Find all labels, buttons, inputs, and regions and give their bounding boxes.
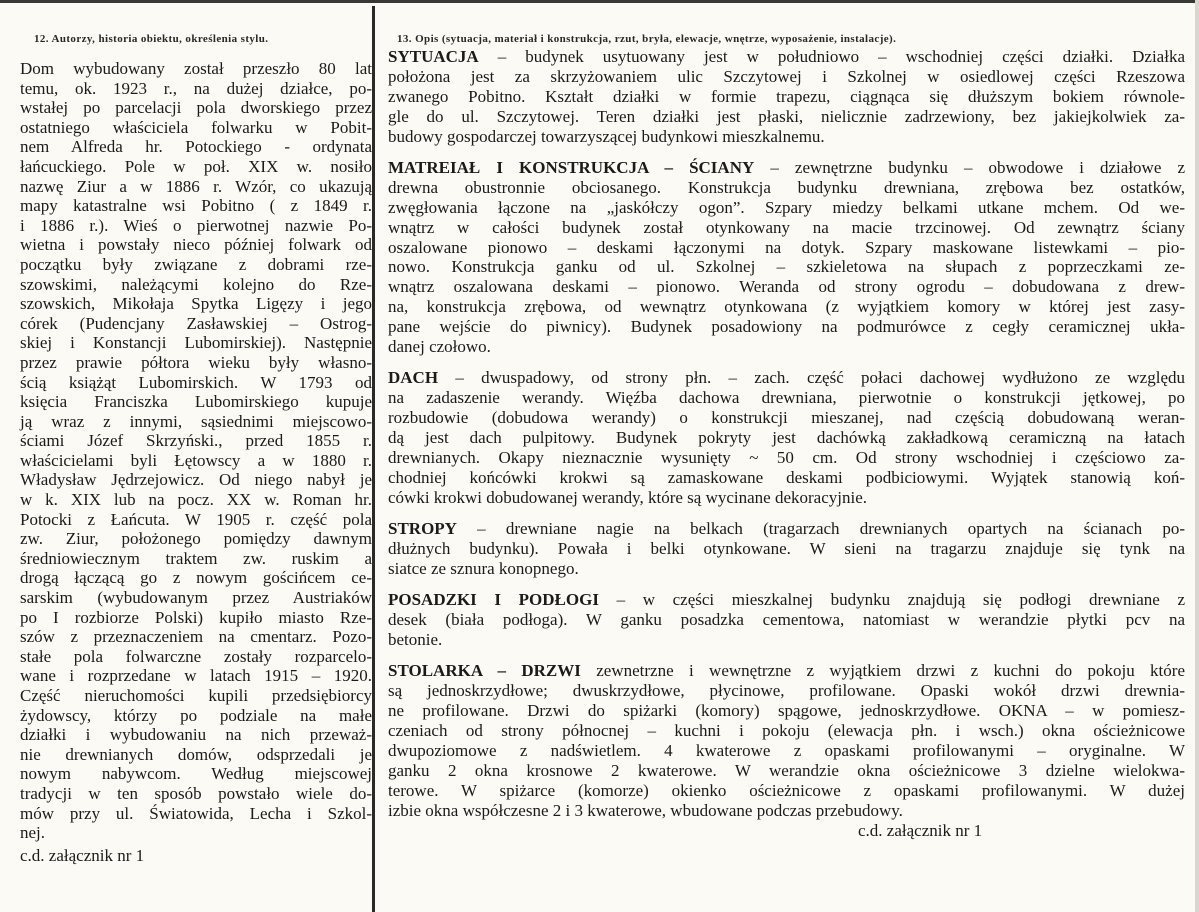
history-text-line: żydowscy, którzy po podziale na małe <box>20 705 372 725</box>
history-text-line: stałe pola folwarczne zostały rozparcelo- <box>20 646 372 666</box>
history-text-line: Władysław Jędrzejowicz. Od niego nabył je <box>20 470 372 490</box>
history-column <box>20 59 372 865</box>
description-paragraph <box>388 158 1185 357</box>
history-text-line: wietna i powstały nieco później folwark od <box>20 235 372 255</box>
history-text-line: przez prawie półtora wieku były własno- <box>20 352 372 372</box>
history-text-line: średniowiecznym traktem zw. ruskim a <box>20 548 372 568</box>
description-text-line: drewnianych. Okapy nieznacznie wysunięty ~ 50 cm. Od strony wschodniej i częściowo za- <box>388 447 1185 467</box>
history-text-line: szów z przeznaczeniem na cmentarz. Pozo- <box>20 627 372 647</box>
history-text-line: drogą łączącą go z nowym gościńcem ce- <box>20 568 372 588</box>
history-text-line: tradycji w ten sposób powstało wiele do- <box>20 783 372 803</box>
description-text-line: zwęgłowania łączone na „jaskółczy ogon”. Szpary miedzy belkami utkane mchem. Od we- <box>388 197 1185 217</box>
history-text-line: ją wraz z innymi, sąsiednimi miejscowo- <box>20 411 372 431</box>
description-text-line: na, konstrukcja zrębowa, od wewnątrz otynkowana (z wyjątkiem komory w której jest zasy- <box>388 297 1185 317</box>
history-text-line: w k. XIX lub na pocz. XX w. Roman hr. <box>20 490 372 510</box>
description-text-line <box>388 368 1185 388</box>
description-text-line: budowy gospodarczej towarzyszącej budynkowi mieszkalnemu. <box>388 126 825 146</box>
description-text-line: danej czołowo. <box>388 336 491 356</box>
description-text-line <box>388 47 1185 67</box>
description-text-line <box>388 519 1185 539</box>
paragraph-text: – zewnętrzne budynku – obwodowe i działowe z <box>754 157 1185 177</box>
description-text-line: nowo. Konstrukcja ganku od ul. Szkolnej – szkieletowa na słupach z poprzeczkami ze- <box>388 257 1185 277</box>
history-text-line: sarskim (wybudowanym przez Austriaków <box>20 588 372 608</box>
history-text-line: księcia Franciszka Lubomirskiego kupuje <box>20 392 372 412</box>
history-text-line: zw. Ziur, położonego pomiędzy dawnym <box>20 529 372 549</box>
description-paragraph <box>388 519 1185 579</box>
scan-top-border <box>0 0 1199 3</box>
history-text-line: początku były związane z dobrami rze- <box>20 254 372 274</box>
description-text-line: wnątrz w całości budynek został otynkowany na macie trzcinowej. Od zewnątrz ściany <box>388 217 1185 237</box>
history-text-line: nazwę Ziur a w 1886 r. Wzór, co ukazują <box>20 176 372 196</box>
history-text-line: córek (Pudencjany Zasławskiej – Ostrog- <box>20 313 372 333</box>
description-text-line: oszalowane pionowo – deskami łączonymi na dotyk. Szpary maskowane listewkami – pio- <box>388 237 1185 257</box>
paragraph-text: – dwuspadowy, od strony płn. – zach. część połaci dachowej wydłużono ze względu <box>438 368 1185 388</box>
description-text-line: gle do ul. Szczytowej. Teren działki jest płaski, nielicznie zadrzewiony, bez jakiejkolwiek za- <box>388 106 1185 126</box>
history-text-line: ostatniego właściciela folwarku w Pobit- <box>20 117 372 137</box>
history-text-line: ścią książąt Lubomirskich. W 1793 od <box>20 372 372 392</box>
description-text-line: czeniach od strony północnej – kuchni i pokoju (elewacja płn. i wsch.) okna ościeżnicowe <box>388 721 1185 741</box>
history-text-line: Dom wybudowany został przeszło 80 lat <box>20 59 372 78</box>
paragraph-text: – budynek usytuowany jest w południowo – wschodniej części działki. Działka <box>478 47 1185 66</box>
description-text-line: chodniej końcówki krokwi są zamaskowane deskami podbiciowymi. Wyjątek stanowią koń- <box>388 467 1185 487</box>
history-text-line: mów przy ul. Światowida, Lecha i Szkol- <box>20 803 372 823</box>
section-12-header: 12. Autorzy, historia obiektu, określenia stylu. <box>34 33 269 45</box>
history-text-line: po I rozbiorze Polski) kupiło miasto Rze- <box>20 607 372 627</box>
history-text-line: nej. <box>20 823 46 843</box>
description-text-line: ganku 2 okna krosnowe 2 kwaterowe. W werandzie okna ościeżnicowe 3 dzielne wielokwa- <box>388 760 1185 780</box>
description-text-line: cówki krokwi dobudowanej werandy, które są wycinane dekoracyjnie. <box>388 487 867 507</box>
description-paragraph <box>388 47 1185 146</box>
history-text-line: wstałej po parcelacji pola dworskiego przez <box>20 98 372 118</box>
paragraph-text: zewnetrzne i wewnętrzne z wyjątkiem drzwi z kuchni do pokoju które <box>580 661 1185 681</box>
history-text-line: działki i wybudowaniu na nich przeważ- <box>20 725 372 745</box>
description-text-line <box>388 158 1185 178</box>
description-text-line <box>388 590 1185 610</box>
history-text-line: nem Alfreda hr. Potockiego - ordynata <box>20 137 372 157</box>
history-text-line: i 1886 r.). Wieś o pierwotnej nazwie Po- <box>20 215 372 235</box>
history-text-line: nowym nabywcom. Według miejscowej <box>20 764 372 784</box>
history-text-line: mapy katastralne wsi Pobitno ( z 1849 r. <box>20 196 372 216</box>
description-text-line: drewna obustronnie obciosanego. Konstrukcja budynku drewniana, zrębowa bez ostatków, <box>388 177 1185 197</box>
paragraph-heading: DACH <box>388 368 439 388</box>
description-text-line <box>388 661 1185 681</box>
description-text-line: dą jest dach pulpitowy. Budynek pokryty jest dachówką zakładkową ceramiczną na łatach <box>388 428 1185 448</box>
history-text-line: nie drewnianych domów, odsprzedali je <box>20 744 372 764</box>
description-text-line: są jednoskrzydłowe; dwuskrzydłowe, płycinowe, profilowane. Opaski wokół drzwi drewnia- <box>388 681 1185 701</box>
description-text-line: terowe. W spiżarce (komorze) okienko ościeżnicowe z opaskami profilowanymi. W dużej <box>388 780 1185 800</box>
paragraph-heading: SYTUACJA <box>388 47 479 66</box>
description-text-line: dwupoziomowe z nadświetlem. 4 kwaterowe z opaskami profilowanymi – oryginalne. W <box>388 741 1185 760</box>
description-text-line: położona jest za skrzyżowaniem ulic Szczytowej i Szkolnej w osiedlowej części Rzeszowa <box>388 66 1185 86</box>
description-text-line: na zadaszenie werandy. Więźba dachowa drewniana, pierwotnie o konstrukcji jętkowej, po <box>388 388 1185 408</box>
description-text-line: zwanego Pobitno. Kształt działki w formie trapezu, ciągnąca się dłuższym bokiem równole- <box>388 86 1185 106</box>
paragraph-heading: STOLARKA – DRZWI <box>388 661 581 681</box>
history-text-line: Potocki z Łańcuta. W 1905 r. część pola <box>20 509 372 529</box>
history-text-line: Część nieruchomości kupili przedsiębiorcy <box>20 686 372 705</box>
history-text-line: skiej i Konstancji Lubomirskiej). Następnie <box>20 333 372 353</box>
paragraph-heading: MATREIAŁ I KONSTRUKCJA – ŚCIANY <box>388 157 755 177</box>
history-text-line: szowskich, Mikołaja Spytka Ligęzy i jego <box>20 294 372 314</box>
paragraph-text: – w części mieszkalnej budynku znajdują się podłogi drewniane z <box>598 590 1185 610</box>
description-paragraph <box>388 661 1185 820</box>
description-text-line: dłużnych budynku). Powała i belki otynkowane. W sieni na tragarzu znajduje się tynk na <box>388 538 1185 558</box>
description-text-line: siatce ze sznura konopnego. <box>388 558 579 578</box>
history-text-line: ściami Józef Skrzyński., przed 1855 r. <box>20 431 372 451</box>
history-text-line: temu, ok. 1923 r., na dużej działce, po- <box>20 78 372 98</box>
description-paragraph <box>388 368 1185 507</box>
history-text-line: szowskimi, należącymi kolejno do Rze- <box>20 274 372 294</box>
description-text-line: betonie. <box>388 630 443 650</box>
history-text-line: wane i rozprzedane w latach 1915 – 1920. <box>20 666 372 686</box>
description-column <box>388 47 1185 840</box>
paragraph-heading: STROPY <box>388 519 457 539</box>
description-text-line: wnątrz oszalowana deskami – pionowo. Weranda od strony ogrodu – dobudowana z drew- <box>388 277 1185 297</box>
history-text-line: łańcuckiego. Pole w poł. XIX w. nosiło <box>20 156 372 176</box>
description-text-line: pane wejście do piwnicy). Budynek posadowiony na podmurówce z cegły ceramicznej ukła- <box>388 317 1185 337</box>
description-text-line: rozbudowie (dobudowa werandy) o konstrukcji mieszanej, nad częścią dobudowaną weran- <box>388 408 1185 428</box>
history-text-line: właścicielami byli Łętowscy a w 1880 r. <box>20 450 372 470</box>
description-paragraph <box>388 590 1185 650</box>
description-text-line: ne profilowane. Drzwi do spiżarki (komory) spągowe, jednoskrzydłowe. OKNA – w pomiesz- <box>388 701 1185 721</box>
section-13-header: 13. Opis (sytuacja, materiał i konstrukcja, rzut, bryła, elewacje, wnętrze, wyposażenie, instalacje). <box>397 33 897 45</box>
scan-right-edge <box>1195 0 1199 912</box>
description-text-line: izbie okna współczesne 2 i 3 kwaterowe, wbudowane podczas przebudowy. <box>388 800 903 820</box>
column-divider <box>372 6 375 912</box>
continuation-note: c.d. załącznik nr 1 <box>20 845 145 865</box>
paragraph-text: – drewniane nagie na belkach (tragarzach drewnianych opartych na ścianach po- <box>456 519 1185 539</box>
paragraph-heading: POSADZKI I PODŁOGI <box>388 590 599 610</box>
description-text-line: desek (biała podłoga). W ganku posadzka cementowa, natomiast w werandzie płytki pcv na <box>388 610 1185 630</box>
continuation-note: c.d. załącznik nr 1 <box>858 820 983 840</box>
